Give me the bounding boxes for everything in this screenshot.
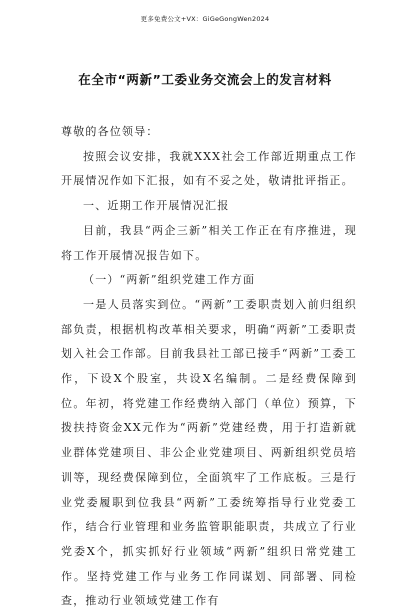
header-note: 更多免费公文+VX：GiGeGongWen2024: [140, 15, 270, 23]
section-heading: 一、近期工作开展情况汇报: [83, 199, 230, 213]
document-title: 在全市“两新”工委业务交流会上的发言材料: [78, 72, 332, 87]
subsection-heading: （一）“两新”组织党建工作方面: [83, 273, 256, 287]
document-body: [61, 120, 357, 614]
salutation: 尊敬的各位领导：: [61, 125, 159, 138]
section-intro-paragraph: 目前，我县“两企三新”相关工作正在有序推进，现将工作开展情况报告如下。: [61, 223, 357, 262]
body-paragraph: 一是人员落实到位。“两新”工委职责划入前归组织部负责，根据机构改革相关要求，明确“两新”工委职责划入社会工作部。目前我县社工部已接手“两新”工委工作，下设X个股室，共设X名编制。二是经费保障到位。年初，将党建工作经费纳入部门（单位）预算，下拨扶持资金XX元作为“两新”党建经费，用于打造新就业群体党建项目、非公企业党建项目、两新组织党员培训等，现经费保障到位，全面筑牢了工作底板。三是行业党委履职到位我县“两新”工委统筹指导行业党委工作，结合行业管理和业务监管职能职责，共成立了行业党委X个，抓实抓好行业领域“两新”组织日常党建工作。坚持党建工作与业务工作同谋划、同部署、同检查，推动行业领域党建工作有: [61, 297, 357, 608]
intro-paragraph: 按照会议安排，我就XXX社会工作部近期重点工作开展情况作如下汇报，如有不妥之处，敬请批评指正。: [61, 149, 357, 188]
